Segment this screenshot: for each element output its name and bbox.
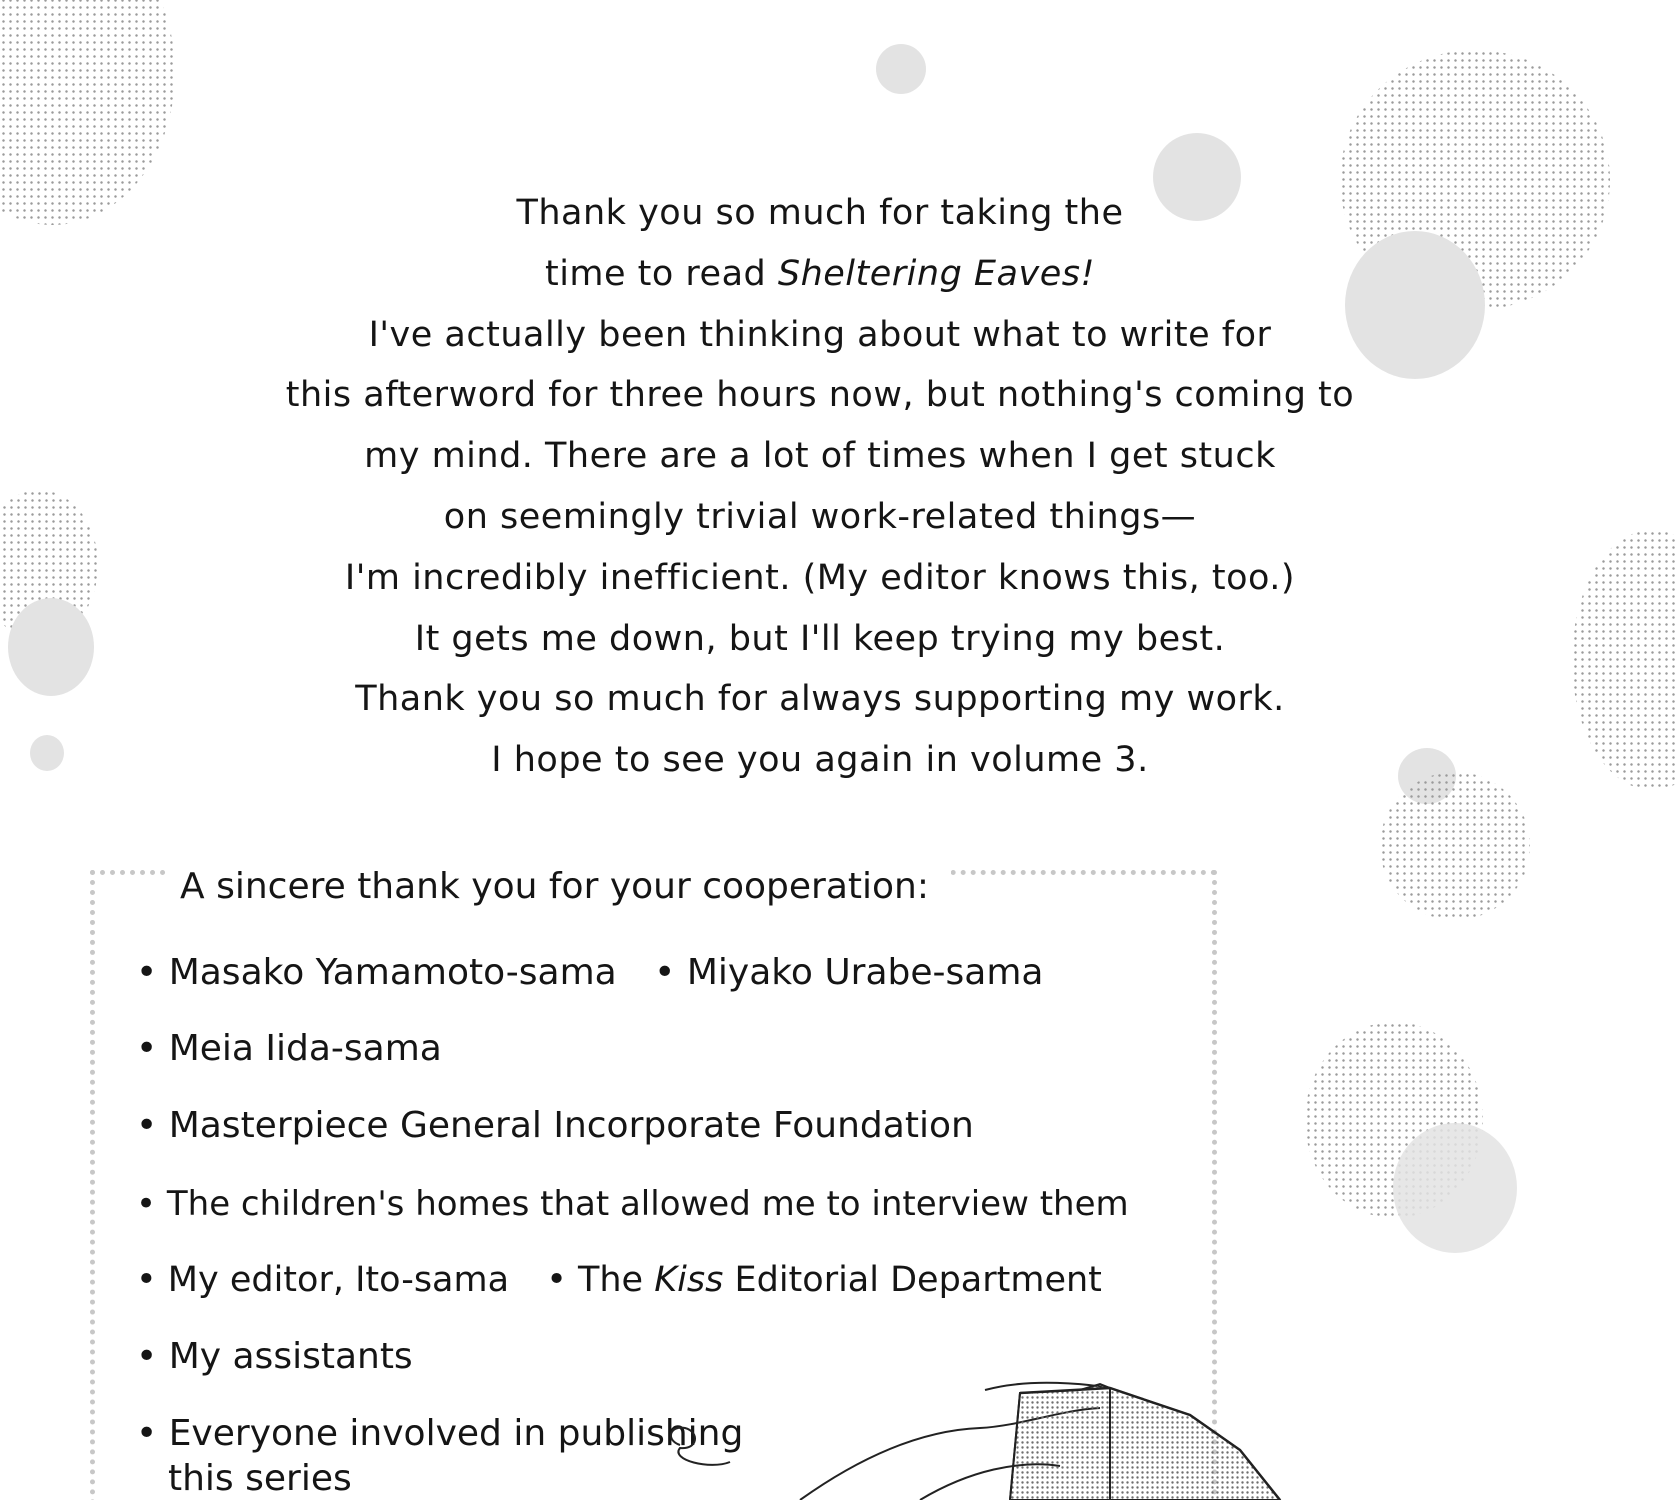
credit-row <box>136 948 1043 998</box>
bullet-icon: • <box>136 1028 158 1069</box>
bullet-icon: • <box>546 1260 567 1300</box>
afterword-line-text: time to read <box>544 253 778 294</box>
credit-name: My editor, Ito-sama <box>167 1260 510 1300</box>
credit-row <box>136 1024 442 1074</box>
afterword-line: this afterword for three hours now, but nothing's coming to <box>285 375 1355 416</box>
afterword-line: I'm incredibly inefficient. (My editor knows this, too.) <box>344 557 1296 598</box>
credit-name: Miyako Urabe-sama <box>686 952 1044 993</box>
grey-circle-decoration <box>8 598 94 696</box>
credit-name: My assistants <box>168 1336 413 1377</box>
credit-name: Meia Iida-sama <box>168 1028 442 1069</box>
credit-row <box>136 1255 1102 1305</box>
credit-row-continued <box>168 1454 352 1500</box>
magazine-title: Kiss <box>654 1260 724 1300</box>
illustration-outline <box>671 1428 730 1465</box>
screentone-circle-decoration <box>1380 772 1530 920</box>
bullet-icon: • <box>136 1184 157 1224</box>
credit-text: Editorial Department <box>723 1260 1102 1300</box>
credit-name: Masterpiece General Incorporate Foundation <box>168 1105 974 1146</box>
bullet-icon: • <box>136 1260 157 1300</box>
afterword-line: I hope to see you again in volume 3. <box>491 740 1149 781</box>
acknowledgments-heading: A sincere thank you for your cooperation: <box>168 860 951 914</box>
manga-illustration <box>640 1370 1675 1500</box>
bullet-icon: • <box>136 1413 158 1454</box>
credit-row <box>136 1179 1129 1229</box>
credit-text: The <box>577 1260 655 1300</box>
series-title: Sheltering Eaves! <box>777 253 1096 294</box>
afterword-line <box>160 244 1480 305</box>
screentone-circle-decoration <box>0 0 175 225</box>
bullet-icon: • <box>136 1105 158 1146</box>
credit-row <box>136 1101 974 1151</box>
afterword-line: on seemingly trivial work-related things— <box>443 496 1197 537</box>
afterword-line: Thank you so much for taking the <box>516 193 1124 233</box>
credit-name: The children's homes that allowed me to interview them <box>166 1184 1129 1224</box>
afterword-line: I've actually been thinking about what to write for <box>368 314 1272 355</box>
afterword-line: It gets me down, but I'll keep trying my best. <box>414 618 1226 659</box>
afterword-line: my mind. There are a lot of times when I get stuck <box>364 436 1276 477</box>
credit-row <box>136 1332 413 1382</box>
grey-circle-decoration <box>1393 1123 1517 1253</box>
afterword-line: Thank you so much for always supporting my work. <box>355 679 1285 720</box>
bullet-icon: • <box>136 952 158 993</box>
illustration-shaded-area <box>1010 1384 1280 1500</box>
bullet-icon: • <box>654 952 676 993</box>
grey-circle-decoration <box>30 735 64 771</box>
screentone-circle-decoration <box>1572 530 1675 790</box>
credit-name: Everyone involved in publishing <box>168 1413 744 1454</box>
afterword-text <box>160 183 1480 791</box>
credit-name <box>578 1260 1102 1300</box>
grey-circle-decoration <box>876 44 926 94</box>
credit-name: Masako Yamamoto-sama <box>168 952 617 993</box>
bullet-icon: • <box>136 1336 158 1377</box>
credit-name: this series <box>168 1458 352 1499</box>
